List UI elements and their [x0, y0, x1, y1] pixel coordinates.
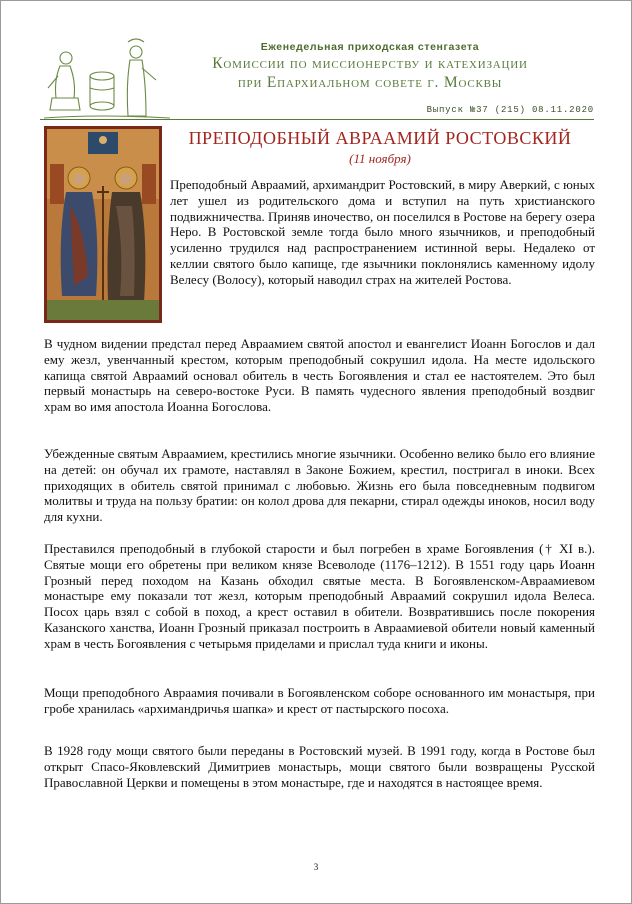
- article-title: ПРЕПОДОБНЫЙ АВРААМИЙ РОСТОВСКИЙ: [188, 128, 572, 148]
- article-date: (11 ноября): [349, 151, 411, 166]
- article-paragraph-1: Преподобный Авраамий, архимандрит Ростовский, в миру Аверкий, с юных лет ушел из родительского дома и вступил на путь христианского подвижничества. Приняв иночество, он поселился в Ростове на берегу озера Неро. В Ростовской земле тогда было много язычников, и преподобный усиленно трудился над распространением истинной веры. Недалеко от келлии святого было капище, где язычники поклонялись каменному идолу Велесу (Волосу), который наводил страх на жителей Ростова.: [170, 177, 595, 287]
- article-paragraph-6: В 1928 году мощи святого были переданы в Ростовский музей. В 1991 году, когда в Ростове был открыт Спасо-Яковлевский Димитриев монастырь, мощи святого были возвращены Русской Православной Церкви и помещены в этом монастыре, где и находятся в настоящее время.: [44, 743, 595, 790]
- article-paragraph-2: В чудном видении предстал перед Авраамием святой апостол и евангелист Иоанн Богослов и дал ему жезл, увенчанный крестом, которым преподобный сокрушил идола. На месте идольского капища святой Авраамий основал обитель в честь Богоявления и стал ее настоятелем. Это был первый монастырь на северо-востоке Руси. В память чудесного явления преподобный воздвиг храм во имя апостола Иоанна Богослова.: [44, 336, 595, 415]
- header-weekly-label: Еженедельная приходская стенгазета: [260, 41, 480, 53]
- evangelist-logo-icon: [40, 36, 178, 122]
- header-divider: [40, 119, 594, 120]
- saint-icon-painting: [44, 126, 162, 323]
- article-paragraph-4: Преставился преподобный в глубокой старости и был погребен в храме Богоявления († XI в.). Святые мощи его обретены при великом князе Всеволоде (1176–1212). В 1551 году царь Иоанн Грозный перед походом на Казань обходил святые места. В Богоявленском-Авраамиевом монастыре ему показали тот жезл, которым преподобный Авраамий сокрушил идола Велеса. Посох царь взял с собой в поход, а крест оставил в обители. Возвратившись после покорения Казанского ханства, Иоанн Грозный приказал построить в Авраамиевой обители новый каменный храм в честь Богоявления с четырьмя приделами и прислал туда книги и иконы.: [44, 541, 595, 651]
- issue-number: Выпуск №37 (215) 08.11.2020: [426, 105, 594, 115]
- header-commission-line-2: при Епархиальном совете г. Москвы: [237, 74, 503, 91]
- article-paragraph-3: Убежденные святым Авраамием, крестились многие язычники. Особенно велико было его влияние на детей: он обучал их грамоте, наставлял в Законе Божием, крестил, постригал в иноки. Всех приходящих в обитель святой принимал с любовью. Жизнь его была повседневным подвигом молитвы и труда на пользу братии: он колол дрова для пекарни, стирал одежды иноков, носил воду для кухни.: [44, 446, 595, 525]
- article-paragraph-5: Мощи преподобного Авраамия почивали в Богоявленском соборе основанного им монастыря, при гробе хранилась «архимандричья шапка» и крест от пастырского посоха.: [44, 685, 595, 716]
- page-number: 3: [313, 862, 319, 872]
- header-commission-line-1: Комиссии по миссионерству и катехизации: [212, 55, 528, 72]
